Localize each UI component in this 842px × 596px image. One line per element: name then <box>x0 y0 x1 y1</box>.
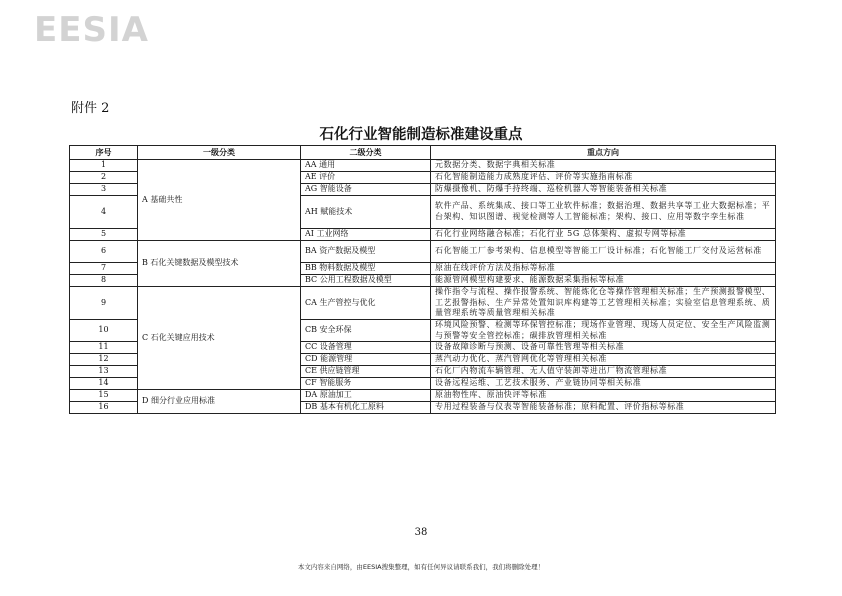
page-number: 38 <box>414 527 428 538</box>
serial-cell: 14 <box>70 378 138 390</box>
focus-direction-cell: 防爆摄像机、防爆手持终端、巡检机器人等智能装备相关标准 <box>431 184 776 196</box>
serial-cell: 8 <box>70 275 138 287</box>
serial-cell: 16 <box>70 402 138 414</box>
level2-category-cell: DA 原油加工 <box>301 390 431 402</box>
level2-category-cell: AA 通用 <box>301 160 431 172</box>
focus-direction-cell: 设备故障诊断与预测、设备可靠性管理等相关标准 <box>431 342 776 354</box>
focus-direction-cell: 蒸汽动力优化、蒸汽管网优化等管理相关标准 <box>431 354 776 366</box>
focus-direction-cell: 元数据分类、数据字典相关标准 <box>431 160 776 172</box>
level2-category-cell: AI 工业网络 <box>301 229 431 241</box>
focus-direction-cell: 原油在线评价方法及指标等标准 <box>431 263 776 275</box>
serial-cell: 15 <box>70 390 138 402</box>
focus-direction-cell: 专用过程装备与仪表等智能装备标准；原料配置、评价指标等标准 <box>431 402 776 414</box>
table-row <box>70 390 776 402</box>
attachment-label: 附件 2 <box>71 101 110 116</box>
level2-category-cell: CA 生产管控与优化 <box>301 287 431 320</box>
level2-category-cell: CF 智能服务 <box>301 378 431 390</box>
level1-category-cell: D 细分行业应用标准 <box>138 390 301 414</box>
level1-category-cell: A 基础共性 <box>138 160 301 241</box>
level2-category-cell: CE 供应链管理 <box>301 366 431 378</box>
level1-category-cell: C 石化关键应用技术 <box>138 287 301 390</box>
serial-cell: 1 <box>70 160 138 172</box>
level2-category-cell: AG 智能设备 <box>301 184 431 196</box>
focus-direction-cell: 操作指令与流程、操作报警系统、智能炼化仓等操作管理相关标准；生产预测报警模型、工艺报警指标、生产异常处置知识库构建等工艺管理相关标准；实验室信息管理系统、质量管理系统等质量管理相关标准 <box>431 287 776 320</box>
focus-direction-cell: 设备远程运维、工艺技术服务、产业链协同等相关标准 <box>431 378 776 390</box>
table-row <box>70 160 776 172</box>
header-serial: 序号 <box>70 146 138 160</box>
page-title: 石化行业智能制造标准建设重点 <box>319 127 523 143</box>
focus-direction-cell: 能源管网模型构建要求、能源数据采集指标等标准 <box>431 275 776 287</box>
level2-category-cell: AH 赋能技术 <box>301 196 431 229</box>
standards-table <box>69 145 776 414</box>
serial-cell: 4 <box>70 196 138 229</box>
serial-cell: 5 <box>70 229 138 241</box>
focus-direction-cell: 原油物性库、原油快评等标准 <box>431 390 776 402</box>
serial-cell: 6 <box>70 241 138 263</box>
header-level1: 一级分类 <box>138 146 301 160</box>
eesia-logo: EESIA <box>34 10 149 50</box>
table-row <box>70 241 776 263</box>
serial-cell: 9 <box>70 287 138 320</box>
serial-cell: 10 <box>70 320 138 342</box>
serial-cell: 3 <box>70 184 138 196</box>
header-focus: 重点方向 <box>431 146 776 160</box>
serial-cell: 12 <box>70 354 138 366</box>
serial-cell: 13 <box>70 366 138 378</box>
focus-direction-cell: 石化智能制造能力成熟度评估、评价等实施指南标准 <box>431 172 776 184</box>
focus-direction-cell: 环境风险预警、检测等环保管控标准；现场作业管理、现场人员定位、安全生产风险监测与预警等安全管控标准；碳排放管理相关标准 <box>431 320 776 342</box>
table-row <box>70 287 776 320</box>
level2-category-cell: CC 设备管理 <box>301 342 431 354</box>
level1-category-cell: B 石化关键数据及模型技术 <box>138 241 301 287</box>
focus-direction-cell: 石化行业网络融合标准；石化行业 5G 总体架构、虚拟专网等标准 <box>431 229 776 241</box>
level2-category-cell: CB 安全环保 <box>301 320 431 342</box>
focus-direction-cell: 软件产品、系统集成、接口等工业软件标准；数据治理、数据共享等工业大数据标准；平台架构、知识图谱、视觉检测等人工智能标准；架构、接口、应用等数字孪生标准 <box>431 196 776 229</box>
level2-category-cell: AE 评价 <box>301 172 431 184</box>
level2-category-cell: BB 物料数据及模型 <box>301 263 431 275</box>
header-level2: 二级分类 <box>301 146 431 160</box>
footer-note: 本文内容来自网络，由EESIA搜集整理，如有任何异议请联系我们，我们将删除处理！ <box>297 563 545 571</box>
level2-category-cell: BC 公用工程数据及模型 <box>301 275 431 287</box>
table-header-row <box>70 146 776 160</box>
serial-cell: 7 <box>70 263 138 275</box>
serial-cell: 11 <box>70 342 138 354</box>
level2-category-cell: BA 资产数据及模型 <box>301 241 431 263</box>
focus-direction-cell: 石化厂内物流车辆管理、无人值守装卸等进出厂物流管理标准 <box>431 366 776 378</box>
focus-direction-cell: 石化智能工厂参考架构、信息模型等智能工厂设计标准；石化智能工厂交付及运营标准 <box>431 241 776 263</box>
serial-cell: 2 <box>70 172 138 184</box>
level2-category-cell: DB 基本有机化工原料 <box>301 402 431 414</box>
level2-category-cell: CD 能源管理 <box>301 354 431 366</box>
